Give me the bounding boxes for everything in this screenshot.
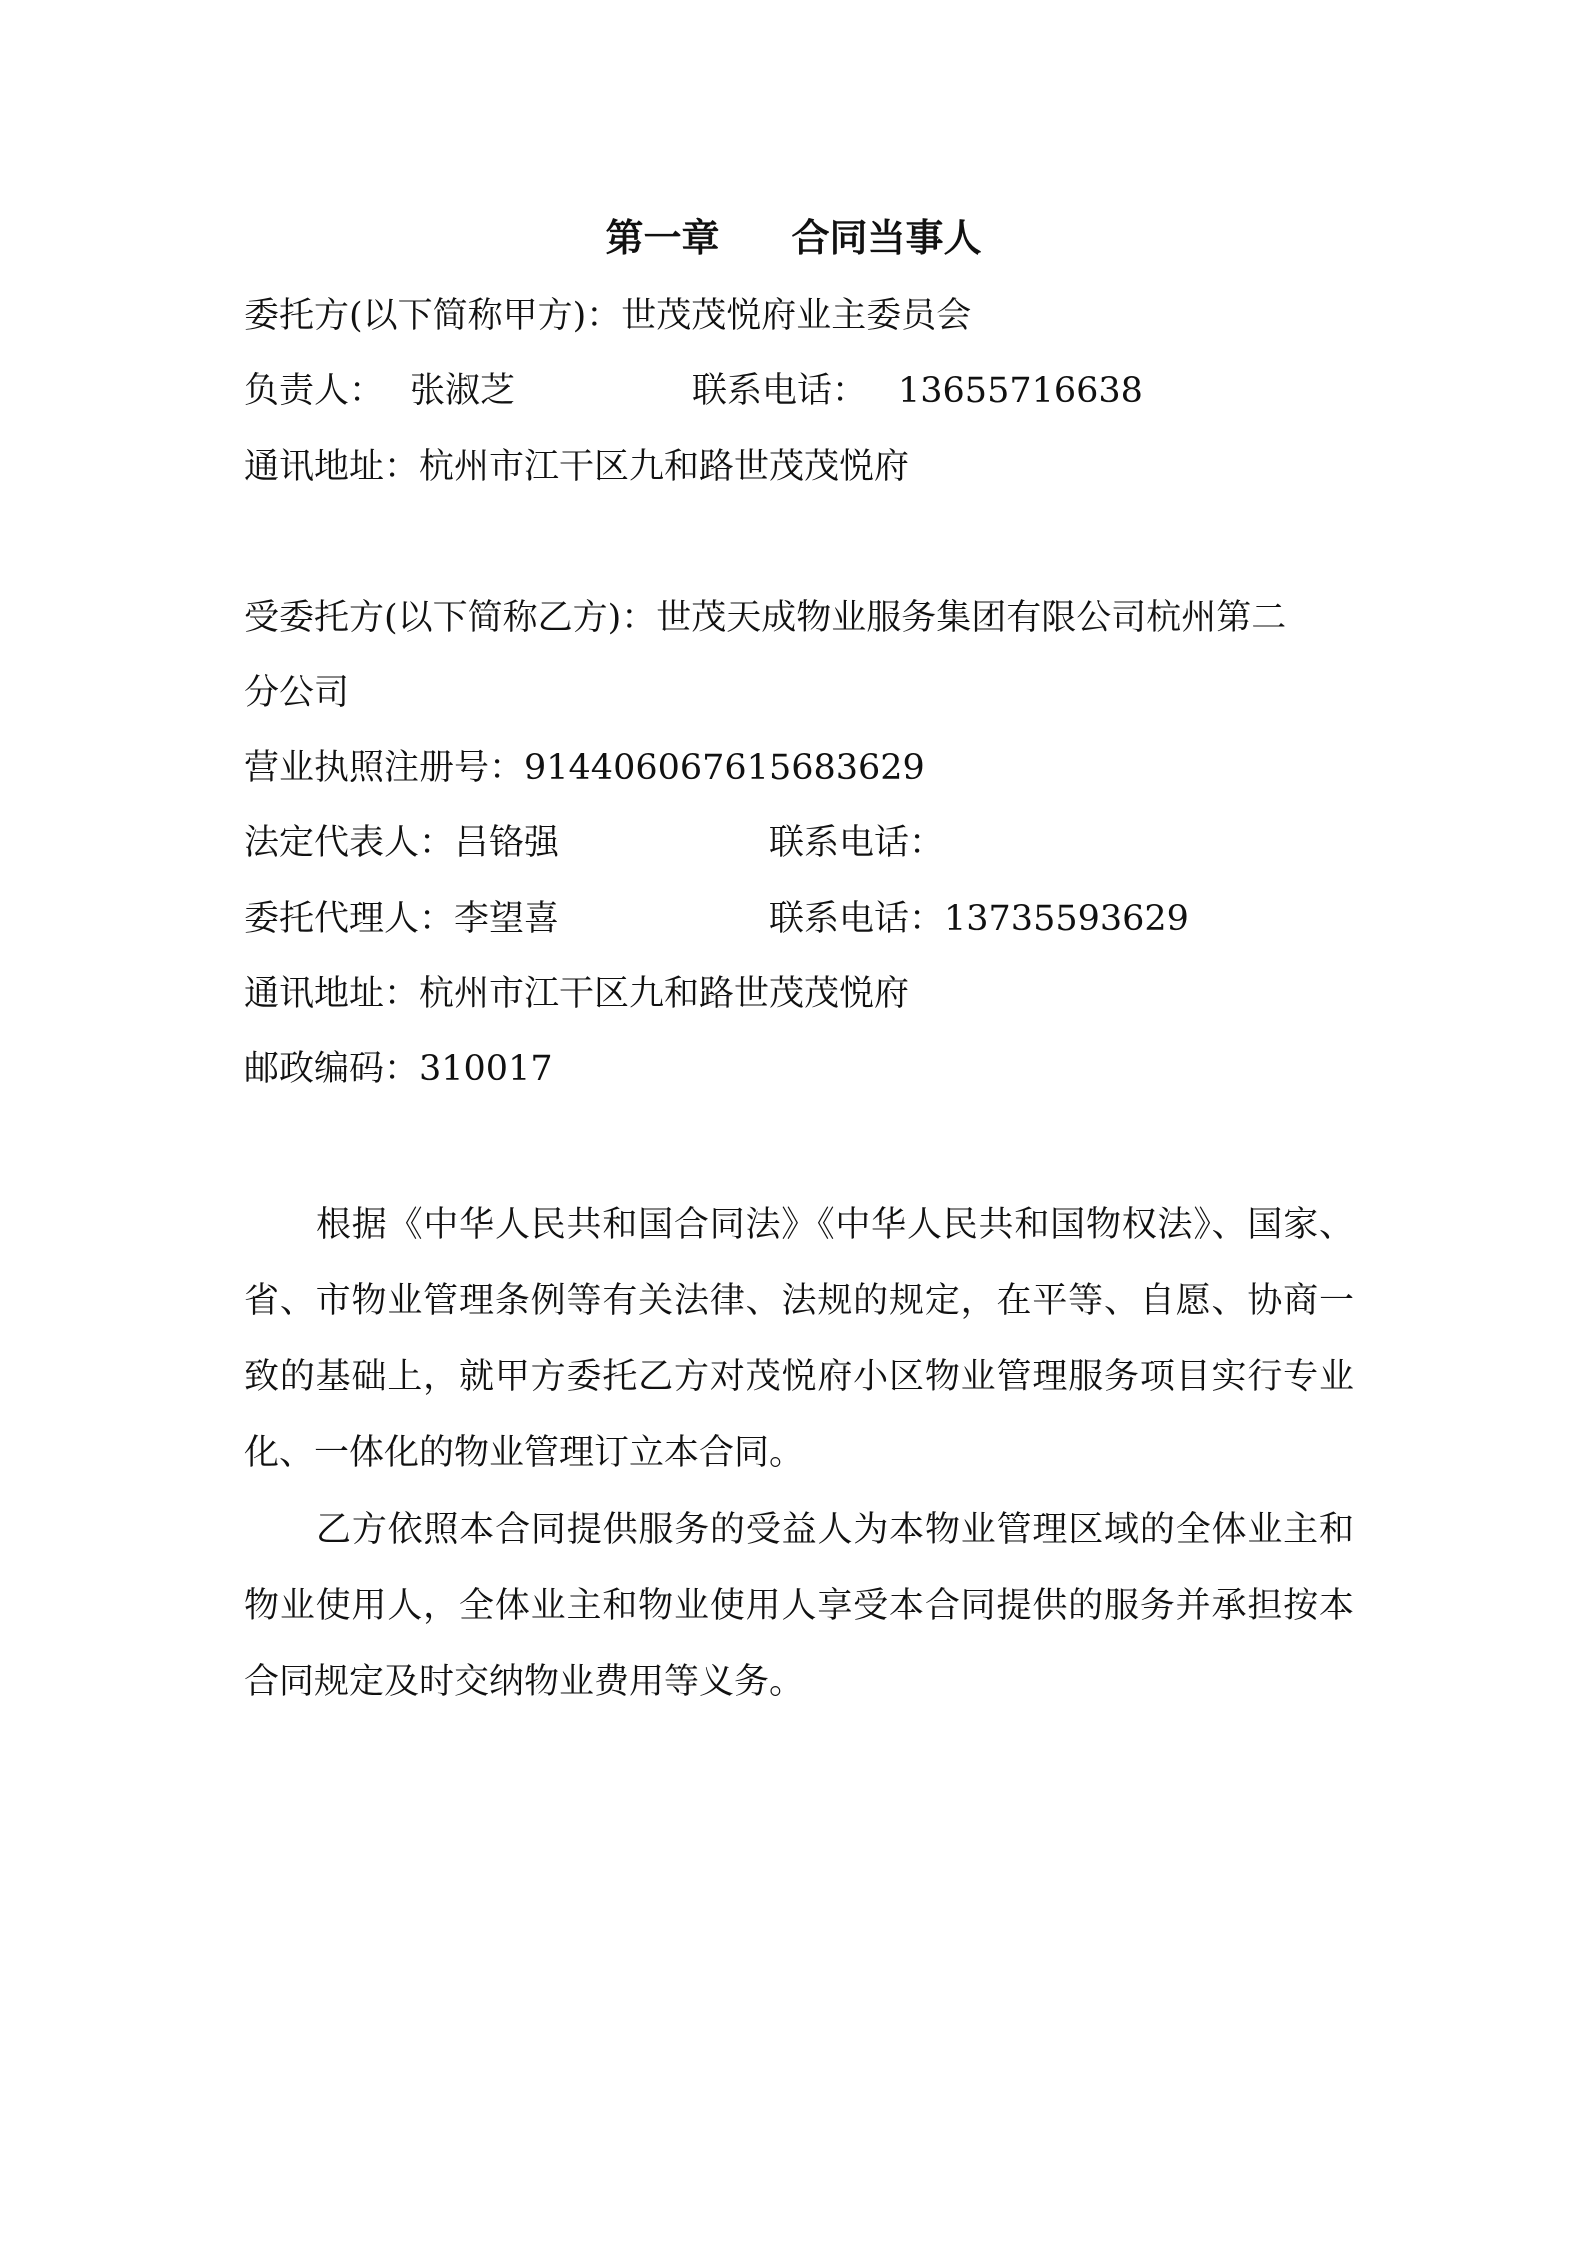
party-a-line: 委托方(以下简称甲方)：世茂茂悦府业主委员会 — [244, 296, 972, 336]
chapter-heading — [0, 210, 1587, 266]
chapter-title: 合同当事人 — [791, 215, 982, 260]
party-b-address: 通讯地址：杭州市江干区九和路世茂茂悦府 — [244, 974, 910, 1014]
chapter-number: 第一章 — [605, 215, 720, 260]
body-paragraph-1: 根据《中华人民共和国合同法》《中华人民共和国物权法》、国家、省、市物业管理条例等有关法律、法规的规定，在平等、自愿、协商一致的基础上，就甲方委托乙方对茂悦府小区物业管理服务项目实行专业化、一体化的物业管理订立本合同。 — [244, 1205, 1354, 1473]
business-license: 营业执照注册号：914406067615683629 — [244, 748, 925, 788]
party-a-phone: 13655716638 — [898, 371, 1143, 411]
responsible-label: 负责人： — [244, 371, 385, 411]
postcode: 邮政编码：310017 — [244, 1049, 553, 1089]
party-a-address: 通讯地址：杭州市江干区九和路世茂茂悦府 — [244, 447, 910, 487]
legal-rep-phone-label: 联系电话： — [769, 823, 945, 863]
agent-row — [244, 891, 1189, 947]
party-b-line-cont: 分公司 — [244, 673, 350, 713]
legal-rep-row — [244, 815, 944, 871]
agent: 委托代理人：李望喜 — [244, 899, 560, 939]
responsible-name: 张淑芝 — [410, 371, 516, 411]
body-paragraph-2: 乙方依照本合同提供服务的受益人为本物业管理区域的全体业主和物业使用人，全体业主和物业使用人享受本合同提供的服务并承担按本合同规定及时交纳物业费用等义务。 — [244, 1510, 1354, 1702]
legal-rep: 法定代表人：吕铬强 — [244, 823, 560, 863]
party-a-phone-label: 联系电话： — [692, 371, 868, 411]
party-a-responsible-row — [244, 363, 1143, 419]
agent-phone: 联系电话：13735593629 — [769, 899, 1189, 939]
party-b-line: 受委托方(以下简称乙方)：世茂天成物业服务集团有限公司杭州第二 — [244, 598, 1287, 638]
